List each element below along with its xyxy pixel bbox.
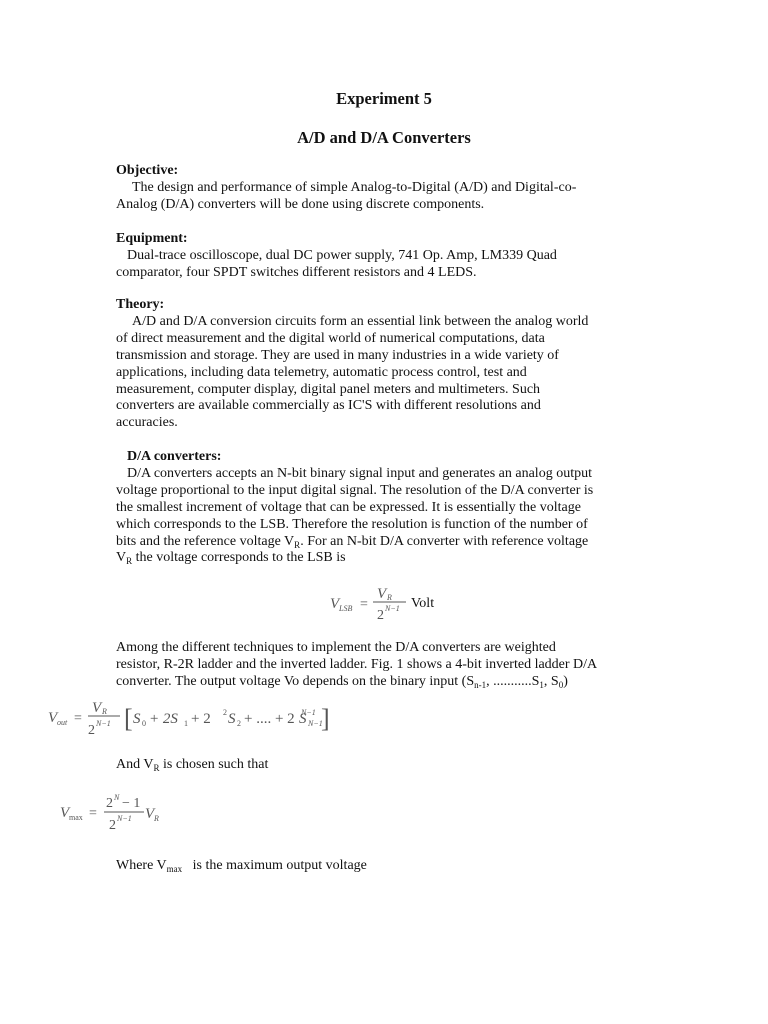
eq2-term: S xyxy=(133,711,141,727)
equation-vlsb xyxy=(326,582,456,626)
eq2-term: + .... + 2 xyxy=(244,711,295,727)
page-title: Experiment 5 xyxy=(336,89,432,108)
eq2-num-sub: R xyxy=(102,707,107,716)
objective-section xyxy=(116,163,656,214)
eq2-lhs-sub: out xyxy=(57,718,68,727)
eq2-term-sub: 1 xyxy=(184,719,188,728)
eq2-term: + 2 xyxy=(191,711,211,727)
theory-line: A/D and D/A conversion circuits form an essential link between the analog world xyxy=(132,313,589,329)
equipment-heading: Equipment: xyxy=(116,231,188,246)
da-line: the smallest increment of voltage that can be expressed. It is essentially the voltage xyxy=(116,499,581,515)
eq3-rhs-sub: R xyxy=(154,814,159,823)
equipment-section xyxy=(116,231,656,282)
eq2-term-sub: 2 xyxy=(237,719,241,728)
eq3-lhs-sub: max xyxy=(69,813,83,822)
eq3-num: 2 xyxy=(106,796,113,811)
da-heading: D/A converters: xyxy=(127,449,222,464)
equation-vmax xyxy=(56,790,186,836)
theory-line: of direct measurement and the digital world of numerical computations, data xyxy=(116,330,545,346)
eq3-num-sup: N xyxy=(114,793,120,802)
theory-line: transmission and storage. They are used in many industries in a wide variety of xyxy=(116,347,559,363)
and-line: And $V_R$ is chosen such that xyxy=(116,757,269,773)
eq2-num: V xyxy=(92,700,102,716)
objective-line: Analog (D/A) converters will be done using discrete components. xyxy=(116,196,485,212)
eq1-unit: Volt xyxy=(411,596,435,611)
da-section xyxy=(116,449,656,567)
da-line: $V_R$ the voltage corresponds to the LSB is xyxy=(116,550,346,567)
theory-section xyxy=(116,297,656,432)
da-line: voltage proportional to the input digital signal. The resolution of the D/A converter is xyxy=(116,482,594,498)
objective-heading: Objective: xyxy=(116,163,179,178)
eq1-num: V xyxy=(377,586,387,602)
eq3-rhs: V xyxy=(145,806,155,822)
page-subtitle: A/D and D/A Converters xyxy=(297,128,471,147)
da-line: D/A converters accepts an N-bit binary signal input and generates an analog output xyxy=(127,465,592,481)
eq2-term: S xyxy=(228,711,236,727)
eq1-equals: = xyxy=(360,597,368,612)
eq2-den: 2 xyxy=(88,723,95,738)
objective-line: The design and performance of simple Analog-to-Digital (A/D) and Digital-co- xyxy=(132,179,577,195)
eq1-num-sub: R xyxy=(387,593,392,602)
techniques-line: resistor, R-2R ladder and the inverted ladder. Fig. 1 shows a 4-bit inverted ladder D/A xyxy=(116,656,598,672)
theory-line: measurement, computer display, digital panel meters and multimeters. Such xyxy=(116,381,541,397)
eq2-left-bracket: [ xyxy=(124,704,133,733)
eq2-equals: = xyxy=(74,711,82,726)
eq2-term-sub: N−1 xyxy=(308,719,323,728)
techniques-line: Among the different techniques to implement the D/A converters are weighted xyxy=(116,640,556,655)
eq2-term: S xyxy=(299,711,307,727)
theory-line: applications, including data telemetry, automatic process control, test and xyxy=(116,364,527,380)
eq1-den: 2 xyxy=(377,608,384,623)
theory-line: accuracies. xyxy=(116,415,178,431)
eq2-term: + 2S xyxy=(149,711,178,727)
techniques-paragraph xyxy=(116,640,656,691)
equipment-line: Dual-trace oscilloscope, dual DC power supply, 741 Op. Amp, LM339 Quad xyxy=(127,247,557,263)
techniques-line: converter. The output voltage Vo depends on the binary input ($S_{n-1}$, $...........S_1$, $S_0$) xyxy=(116,673,568,690)
equation-vout xyxy=(44,696,334,742)
eq2-lhs: V xyxy=(48,710,58,726)
eq1-lhs-sub: LSB xyxy=(339,604,353,613)
eq3-lhs: V xyxy=(60,805,70,821)
theory-heading: Theory: xyxy=(116,297,165,312)
eq3-num-tail: − 1 xyxy=(122,796,141,811)
eq1-den-sup: N−1 xyxy=(385,604,400,613)
da-line: bits and the reference voltage $V_R$. For an N-bit D/A converter with reference voltage xyxy=(116,533,589,550)
eq2-term-sub: 0 xyxy=(142,719,146,728)
where-line: Where $V_{max}$ is the maximum output voltage xyxy=(116,858,367,874)
eq2-right-bracket: ] xyxy=(321,704,330,733)
eq1-lhs: V xyxy=(330,596,340,612)
eq3-den-sup: N−1 xyxy=(117,814,132,823)
equipment-line: comparator, four SPDT switches different resistors and 4 LEDS. xyxy=(116,264,477,280)
eq2-term-sup: 2 xyxy=(223,708,227,717)
eq3-den: 2 xyxy=(109,818,116,833)
theory-line: converters are available commercially as IC'S with different resolutions and xyxy=(116,398,541,414)
eq2-den-sup: N−1 xyxy=(96,719,111,728)
da-line: which corresponds to the LSB. Therefore the resolution is function of the number of xyxy=(116,516,588,532)
eq3-equals: = xyxy=(89,806,97,821)
eq2-term-sup: N−1 xyxy=(301,708,316,717)
